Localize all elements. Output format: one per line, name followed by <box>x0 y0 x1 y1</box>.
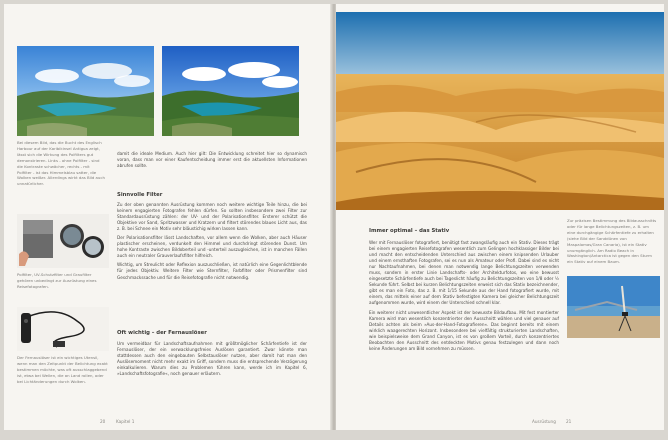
heading-filter: Sinnvolle Filter <box>117 192 163 198</box>
ausloeser-paragraph: Um vermeidbar für Landschaftsaufnahmen mit größtmöglicher Schärfentiefe ist der Fernauslöser, der ein verwacklungsfreies Auslösen garantiert. Zwar könnte man stattdessen auch den eingebauten Selbstauslöser nutzen, aber damit hat man den Auslösemoment nicht mehr exakt im Griff, sondern muss die entsprechende Verzögerung einkalkulieren. Warum dies zu Problemen führen kann, werde ich im Kapitel 6, »Landschaftsfotografie«, noch genauer erläutern. <box>117 341 307 377</box>
right-page <box>336 4 664 430</box>
filter-paragraph-2: Der Polarisationsfilter lässt Landschaften, vor allem wenn die Wolken, aber auch Häuser plastischer erscheinen, verdunkelt den Himmel und durchdringt störenden Dunst. Um hohe Kontraste zwischen Bildoberteil und -unterteil auszugleichen, ist in manchen Fällen auch ein neutraler Grauverlaufsfilter hilfreich. <box>117 235 307 259</box>
stativ-paragraph-1: Wer mit Fernauslöser fotografiert, benötigt fast zwangsläufig auch ein Stativ. Dieses trägt bei einem engagierten Reisefotografen wesentlich zum Gelingen hochklassiger Bilder bei und macht den entscheidenden Unterschied aus zwischen einem knipsenden Urlauber und einem ernsthaften Fotografen, sei es nun als Amateur oder Profi. Dabei sind es nicht nur Nachtaufnahmen, bei denen man notwendig lange Belichtungszeiten verwenden muss, sondern in erster Linie Landschafts- oder Architekturfotos, wo eine bewusst eingesetzte Schärfentiefe auch bei Tageslicht häufig zu Belichtungszeiten von 1/8 oder ½ Sekunde führt. Selbst bei kurzen Belichtungszeiten erweist sich das Stativ bezeichnender, gibt es man ein Foto, das z. B. mit 1/15 Sekunde aus der Hand fotografiert wurde, mit einem, das mittels einer auf dem Stativ befestigten Kamera bei gleicher Belichtungszeit aufgenommen wurde, wird einem der Unterschied schnell klar. <box>369 240 559 306</box>
stativ-text <box>369 240 559 355</box>
caption-filters: Polfilter, UV-Schutzfilter und Graufilter gehören unbedingt zur Ausrüstung eines Reisefotografen. <box>17 272 97 289</box>
harbour-photo-1-graphic <box>17 46 154 136</box>
remote-graphic <box>17 307 109 351</box>
right-chapter-label: Ausrüstung <box>532 419 556 424</box>
filter-paragraph-1: Zu der oben genannten Ausrüstung kommen noch weitere wichtige Teile hinzu, die bei keinem engagierten Fotografen fehlen dürfen. So sollten insbesondere zwei Filter zur Standardausrüstung zählen: der UV- und der Polarisationsfilter. Ersterer schützt die Objektive vor Sand, Spritzwasser und Kratzern und filtert störendes blaues Licht aus, das z. B. bei Schnee ein Motiv sehr bläustichig wirken lassen kann. <box>117 202 307 232</box>
filter-text <box>117 202 307 284</box>
harbour-photo-2-graphic <box>162 46 299 136</box>
intro-paragraph: damit die ideale Medium. Auch hier gilt: Die Entwicklung schreitet hier so dynamisch voran, dass man vor einer Kaufentscheidung immer erst die aktuellsten Informationen abrufen sollte. <box>117 151 307 169</box>
tripod-graphic <box>567 276 660 338</box>
filters-photo <box>17 214 109 268</box>
sand-dunes-photo <box>336 12 664 210</box>
left-page-number: 20 <box>100 419 106 424</box>
left-chapter-label: Kapitel 1 <box>116 419 135 424</box>
harbour-photo-with-polfilter <box>162 46 299 136</box>
caption-harbour: Bei diesem Bild, das die Bucht des Englisch Harbour auf der Karibikinsel Antigua zeigt, lässt sich die Wirkung des Polfilters gut demonstrieren. Links - ohne Polfilter - sind die Kontraste schwächer, rechts - mit Polfilter - ist das Himmelsblau satter, die Wolken weißer. Allerdings wirkt das Bild auch unnatürlicher. <box>17 140 105 187</box>
caption-remote: Der Fernauslöser ist ein wichtiges Utensil, wenn man den Zeitpunkt der Belichtung exakt bestimmen möchte, was oft ausschlaggebend ist, etwa bei Wellen, die an Land rollen, oder bei Lichtänderungen durch Wolken. <box>17 355 108 384</box>
left-page <box>4 4 332 430</box>
stativ-paragraph-2: Ein weiterer nicht unwesentlicher Aspekt ist der bewusste Bildaufbau. Mit fest montierter Kamera wird man wesentlich konzentrierter den Ausschnitt wählen und viel genauer auf Details achten als beim »Aus-der-Hand-Fotografieren«. Das beginnt bereits mit einem wirklich waagerechten Horizont. Insbesondere bei vielfältig strukturierten Landschaften, wie beispielsweise dem Grand Canyon, ist es von großem Vorteil, durch konzentriertes Beobachten den Ausschnitt des entdeckten Motivs genau festzulegen und dann noch keine Änderungen am Bild vornehmen zu müssen. <box>369 309 559 351</box>
dunes-graphic <box>336 12 664 210</box>
remote-release-photo <box>17 307 109 351</box>
filters-graphic <box>17 214 109 268</box>
caption-dunes: Zur präzisen Bestimmung des Bildausschnitts oder für lange Belichtungszeiten, z. B. um eine durchgängige Schärfentiefe zu erhalten (siehe Bild der Sanddünen von Maspalomas/Gran Canaria), ist ein Stativ unumgänglich. Am Radio Beach in Washington/Antarctica ist gegen den Sturm ein Stativ auf einem Baum. <box>567 218 657 265</box>
heading-stativ: Immer optimal – das Stativ <box>369 228 450 234</box>
harbour-photo-without-polfilter <box>17 46 154 136</box>
tripod-beach-photo <box>567 276 660 338</box>
filter-paragraph-3: Wichtig, um Streulicht oder Reflexion auszuschließen, ist natürlich eine Gegenlichtblende für jedes Objektiv. Weitere Filter wie Sternfilter, Farbfilter oder Prismenfilter sind Geschmackssache und für die Reisefotografie nicht notwendig. <box>117 262 307 280</box>
right-page-number: 21 <box>566 419 572 424</box>
heading-fernausloeser: Oft wichtig – der Fernauslöser <box>117 330 207 336</box>
